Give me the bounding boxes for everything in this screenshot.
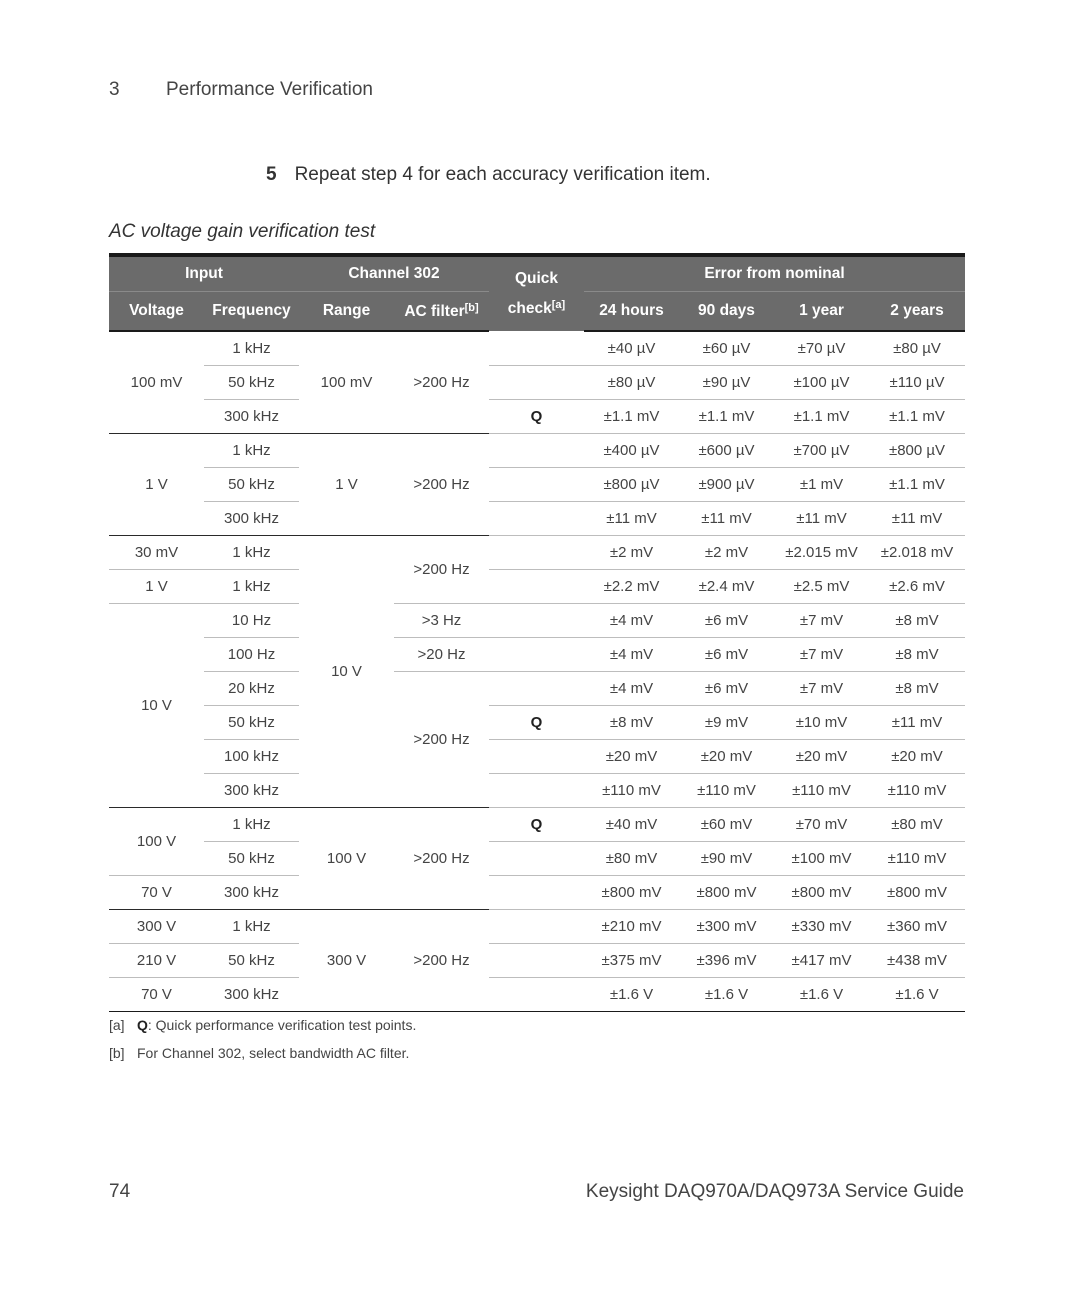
table-row <box>109 536 965 570</box>
ac-filter-column-header <box>394 292 489 332</box>
y1-cell: ±70 mV <box>774 808 869 842</box>
filter-cell: >200 Hz <box>394 434 489 536</box>
quick-check-cell <box>489 978 584 1012</box>
footnote-b <box>109 1045 409 1061</box>
y1-cell: ±330 mV <box>774 910 869 944</box>
quick-check-cell <box>489 876 584 910</box>
d90-cell: ±600 µV <box>679 434 774 468</box>
footnote-a <box>109 1017 416 1033</box>
h24-cell: ±4 mV <box>584 672 679 706</box>
frequency-cell: 300 kHz <box>204 978 299 1012</box>
table-row <box>109 400 965 434</box>
table-row <box>109 366 965 400</box>
h24-cell: ±1.1 mV <box>584 400 679 434</box>
h24-cell: ±80 µV <box>584 366 679 400</box>
h24-cell: ±40 mV <box>584 808 679 842</box>
h24-cell: ±4 mV <box>584 638 679 672</box>
y2-cell: ±110 µV <box>869 366 965 400</box>
frequency-cell: 1 kHz <box>204 808 299 842</box>
frequency-cell: 100 Hz <box>204 638 299 672</box>
frequency-cell: 300 kHz <box>204 774 299 808</box>
d90-cell: ±20 mV <box>679 740 774 774</box>
voltage-cell: 210 V <box>109 944 204 978</box>
quick-check-header <box>489 255 584 331</box>
table-row <box>109 331 965 366</box>
frequency-cell: 300 kHz <box>204 502 299 536</box>
d90-cell: ±2 mV <box>679 536 774 570</box>
table-row <box>109 706 965 740</box>
h24-cell: ±1.6 V <box>584 978 679 1012</box>
d90-cell: ±60 µV <box>679 331 774 366</box>
h24-cell: ±40 µV <box>584 331 679 366</box>
quick-check-cell <box>489 468 584 502</box>
quick-check-cell <box>489 910 584 944</box>
y2-cell: ±800 mV <box>869 876 965 910</box>
table-row <box>109 740 965 774</box>
quick-check-cell <box>489 434 584 468</box>
y1-cell: ±417 mV <box>774 944 869 978</box>
voltage-cell: 70 V <box>109 978 204 1012</box>
frequency-cell: 1 kHz <box>204 570 299 604</box>
ac-filter-label: AC filter <box>404 302 465 320</box>
table-row <box>109 774 965 808</box>
h24-cell: ±2.2 mV <box>584 570 679 604</box>
range-cell: 100 mV <box>299 331 394 434</box>
y1-cell: ±2.015 mV <box>774 536 869 570</box>
y1-cell: ±1.1 mV <box>774 400 869 434</box>
y1-cell: ±70 µV <box>774 331 869 366</box>
frequency-cell: 50 kHz <box>204 944 299 978</box>
d90-cell: ±9 mV <box>679 706 774 740</box>
y1-cell: ±7 mV <box>774 604 869 638</box>
d90-cell: ±6 mV <box>679 604 774 638</box>
d90-cell: ±110 mV <box>679 774 774 808</box>
voltage-cell: 30 mV <box>109 536 204 570</box>
table-row <box>109 910 965 944</box>
y2-cell: ±800 µV <box>869 434 965 468</box>
voltage-cell: 1 V <box>109 570 204 604</box>
table-header <box>109 255 965 331</box>
ac-voltage-table-container <box>109 253 965 1012</box>
error-group-header: Error from nominal <box>584 255 965 292</box>
quick-check-cell <box>489 604 584 638</box>
h24-cell: ±2 mV <box>584 536 679 570</box>
quick-check-cell: Q <box>489 706 584 740</box>
y1-cell: ±10 mV <box>774 706 869 740</box>
range-column-header: Range <box>299 292 394 332</box>
y2-cell: ±1.1 mV <box>869 400 965 434</box>
y2-cell: ±8 mV <box>869 604 965 638</box>
step-number: 5 <box>266 164 277 185</box>
d90-cell: ±1.6 V <box>679 978 774 1012</box>
table-row <box>109 842 965 876</box>
h24-cell: ±20 mV <box>584 740 679 774</box>
voltage-cell: 10 V <box>109 604 204 808</box>
quick-check-cell <box>489 774 584 808</box>
y2-cell: ±2.6 mV <box>869 570 965 604</box>
quick-check-cell <box>489 536 584 570</box>
d90-cell: ±396 mV <box>679 944 774 978</box>
y2-cell: ±110 mV <box>869 842 965 876</box>
h24-column-header: 24 hours <box>584 292 679 332</box>
d90-cell: ±90 µV <box>679 366 774 400</box>
quick-check-cell <box>489 638 584 672</box>
y1-cell: ±100 mV <box>774 842 869 876</box>
frequency-cell: 100 kHz <box>204 740 299 774</box>
table-row <box>109 604 965 638</box>
quick-check-cell <box>489 570 584 604</box>
d90-cell: ±11 mV <box>679 502 774 536</box>
d90-cell: ±1.1 mV <box>679 400 774 434</box>
frequency-cell: 10 Hz <box>204 604 299 638</box>
table-row <box>109 944 965 978</box>
frequency-cell: 1 kHz <box>204 331 299 366</box>
y1-cell: ±1.6 V <box>774 978 869 1012</box>
quick-check-cell <box>489 672 584 706</box>
frequency-cell: 50 kHz <box>204 842 299 876</box>
quick-check-label: Quick check <box>507 270 559 317</box>
d90-cell: ±900 µV <box>679 468 774 502</box>
ac-voltage-gain-table <box>109 253 965 1012</box>
range-cell: 10 V <box>299 536 394 808</box>
y2-cell: ±110 mV <box>869 774 965 808</box>
table-caption: AC voltage gain verification test <box>109 221 376 242</box>
table-row <box>109 672 965 706</box>
h24-cell: ±11 mV <box>584 502 679 536</box>
frequency-cell: 50 kHz <box>204 468 299 502</box>
y1-column-header: 1 year <box>774 292 869 332</box>
d90-cell: ±800 mV <box>679 876 774 910</box>
y1-cell: ±100 µV <box>774 366 869 400</box>
frequency-column-header: Frequency <box>204 292 299 332</box>
y2-cell: ±1.6 V <box>869 978 965 1012</box>
footnote-tag: [a] <box>109 1017 125 1033</box>
step-item <box>266 164 711 186</box>
d90-cell: ±60 mV <box>679 808 774 842</box>
h24-cell: ±110 mV <box>584 774 679 808</box>
quick-check-cell <box>489 502 584 536</box>
quick-check-note: [a] <box>551 299 566 311</box>
quick-check-cell <box>489 331 584 366</box>
h24-cell: ±80 mV <box>584 842 679 876</box>
voltage-cell: 300 V <box>109 910 204 944</box>
y1-cell: ±7 mV <box>774 672 869 706</box>
footnote-text: : Quick performance verification test points. <box>147 1017 417 1033</box>
quick-check-cell <box>489 944 584 978</box>
d90-column-header: 90 days <box>679 292 774 332</box>
d90-cell: ±90 mV <box>679 842 774 876</box>
frequency-cell: 20 kHz <box>204 672 299 706</box>
filter-cell: >3 Hz <box>394 604 489 638</box>
d90-cell: ±6 mV <box>679 638 774 672</box>
chapter-number: 3 <box>109 79 120 100</box>
h24-cell: ±210 mV <box>584 910 679 944</box>
table-row <box>109 876 965 910</box>
filter-cell: >200 Hz <box>394 331 489 434</box>
footnote-text: For Channel 302, select bandwidth AC filter. <box>137 1045 410 1061</box>
frequency-cell: 300 kHz <box>204 876 299 910</box>
range-cell: 300 V <box>299 910 394 1012</box>
frequency-cell: 1 kHz <box>204 536 299 570</box>
y2-cell: ±8 mV <box>869 672 965 706</box>
y2-column-header: 2 years <box>869 292 965 332</box>
ac-filter-note: [b] <box>464 301 479 314</box>
d90-cell: ±6 mV <box>679 672 774 706</box>
y2-cell: ±20 mV <box>869 740 965 774</box>
frequency-cell: 50 kHz <box>204 366 299 400</box>
range-cell: 100 V <box>299 808 394 910</box>
channel-group-header: Channel 302 <box>299 255 489 292</box>
y1-cell: ±2.5 mV <box>774 570 869 604</box>
y2-cell: ±80 µV <box>869 331 965 366</box>
filter-cell: >200 Hz <box>394 536 489 604</box>
y2-cell: ±80 mV <box>869 808 965 842</box>
quick-check-cell <box>489 366 584 400</box>
filter-cell: >20 Hz <box>394 638 489 672</box>
voltage-column-header: Voltage <box>109 292 204 332</box>
y2-cell: ±11 mV <box>869 502 965 536</box>
quick-check-cell <box>489 842 584 876</box>
input-group-header: Input <box>109 255 299 292</box>
frequency-cell: 1 kHz <box>204 434 299 468</box>
step-text: Repeat step 4 for each accuracy verification item. <box>294 164 711 185</box>
voltage-cell: 100 mV <box>109 331 204 434</box>
table-row <box>109 638 965 672</box>
y1-cell: ±7 mV <box>774 638 869 672</box>
y1-cell: ±800 mV <box>774 876 869 910</box>
voltage-cell: 1 V <box>109 434 204 536</box>
y2-cell: ±11 mV <box>869 706 965 740</box>
d90-cell: ±2.4 mV <box>679 570 774 604</box>
quick-check-cell: Q <box>489 808 584 842</box>
h24-cell: ±375 mV <box>584 944 679 978</box>
d90-cell: ±300 mV <box>679 910 774 944</box>
filter-cell: >200 Hz <box>394 910 489 1012</box>
table-row <box>109 808 965 842</box>
y2-cell: ±360 mV <box>869 910 965 944</box>
quick-check-cell <box>489 740 584 774</box>
frequency-cell: 50 kHz <box>204 706 299 740</box>
y2-cell: ±1.1 mV <box>869 468 965 502</box>
table-body <box>109 331 965 1012</box>
y1-cell: ±110 mV <box>774 774 869 808</box>
y2-cell: ±438 mV <box>869 944 965 978</box>
footnote-bold: Q <box>137 1017 148 1033</box>
table-row <box>109 434 965 468</box>
y1-cell: ±11 mV <box>774 502 869 536</box>
y2-cell: ±2.018 mV <box>869 536 965 570</box>
h24-cell: ±4 mV <box>584 604 679 638</box>
filter-cell: >200 Hz <box>394 808 489 910</box>
h24-cell: ±800 mV <box>584 876 679 910</box>
y1-cell: ±1 mV <box>774 468 869 502</box>
frequency-cell: 1 kHz <box>204 910 299 944</box>
h24-cell: ±400 µV <box>584 434 679 468</box>
voltage-cell: 100 V <box>109 808 204 876</box>
footnote-tag: [b] <box>109 1045 125 1061</box>
y1-cell: ±700 µV <box>774 434 869 468</box>
frequency-cell: 300 kHz <box>204 400 299 434</box>
chapter-title: Performance Verification <box>166 79 373 100</box>
table-row <box>109 570 965 604</box>
y1-cell: ±20 mV <box>774 740 869 774</box>
guide-title: Keysight DAQ970A/DAQ973A Service Guide <box>585 1181 964 1202</box>
page-number: 74 <box>109 1181 131 1202</box>
table-row <box>109 502 965 536</box>
filter-cell: >200 Hz <box>394 672 489 808</box>
y2-cell: ±8 mV <box>869 638 965 672</box>
h24-cell: ±800 µV <box>584 468 679 502</box>
voltage-cell: 70 V <box>109 876 204 910</box>
table-row <box>109 468 965 502</box>
h24-cell: ±8 mV <box>584 706 679 740</box>
table-row <box>109 978 965 1012</box>
range-cell: 1 V <box>299 434 394 536</box>
quick-check-cell: Q <box>489 400 584 434</box>
